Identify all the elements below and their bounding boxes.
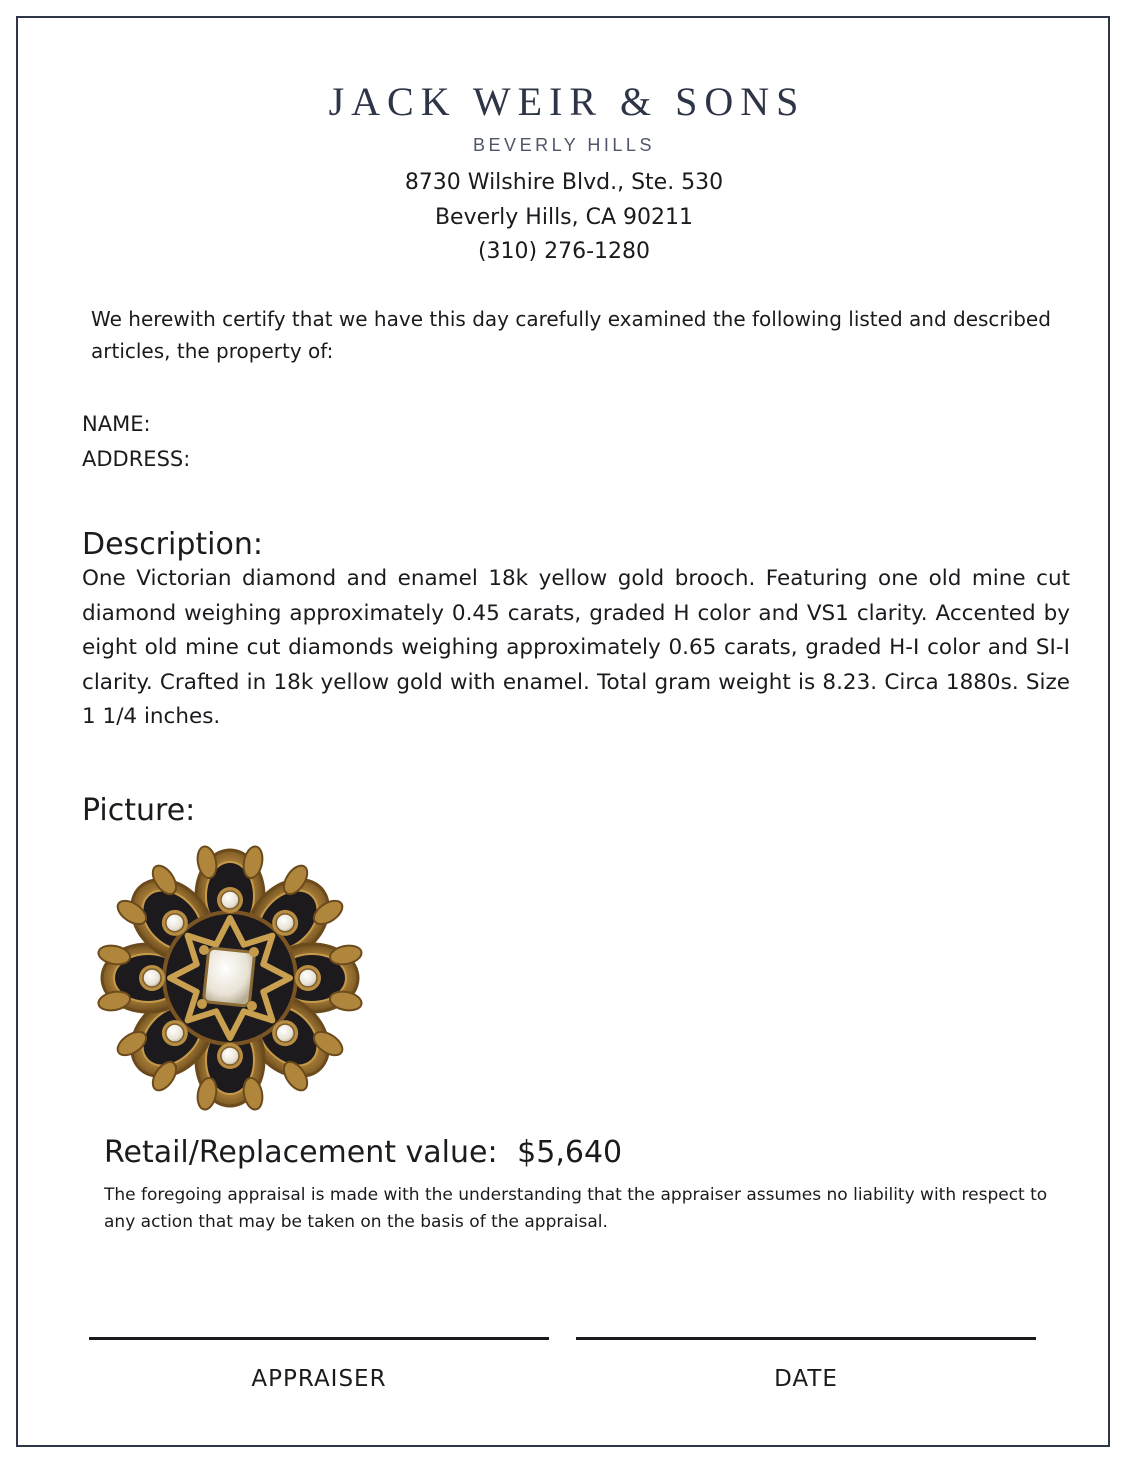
description-heading: Description: — [82, 527, 263, 562]
date-signature-line — [576, 1337, 1036, 1340]
accent-diamond — [221, 891, 239, 909]
appraiser-label: APPRAISER — [251, 1366, 387, 1392]
address-label: ADDRESS: — [82, 447, 191, 471]
owner-fields — [82, 407, 190, 477]
brooch-illustration — [90, 838, 370, 1118]
accent-diamond — [299, 969, 317, 987]
name-label: NAME: — [82, 412, 151, 436]
value-amount: $5,640 — [517, 1135, 623, 1170]
accent-diamond — [276, 1024, 294, 1042]
accent-diamond — [166, 914, 184, 932]
liability-disclaimer: The foregoing appraisal is made with the understanding that the appraiser assumes no liability with respect to any action that may be taken on the basis of the appraisal. — [104, 1185, 1048, 1232]
appraiser-signature-line — [89, 1337, 549, 1340]
phone-number: (310) 276-1280 — [477, 239, 651, 264]
certification-statement: We herewith certify that we have this day carefully examined the following listed and described articles, the property of: — [91, 307, 1051, 363]
letterhead — [0, 80, 1128, 270]
company-location: BEVERLY HILLS — [473, 135, 655, 155]
accent-diamond — [143, 969, 161, 987]
brooch-photo — [90, 838, 370, 1118]
valuation — [104, 1133, 622, 1173]
description-text: One Victorian diamond and enamel 18k yellow gold brooch. Featuring one old mine cut diamond weighing approximately 0.45 carats, graded H color and VS1 clarity. Accented by eight old mine cut diamonds weighing approximately 0.65 carats, graded H-I color and SI-I clarity. Crafted in 18k yellow gold with enamel. Total gram weight is 8.23. Circa 1880s. Size 1 1/4 inches. — [82, 566, 1070, 729]
accent-diamond — [221, 1047, 239, 1065]
value-label: Retail/Replacement value: — [104, 1135, 498, 1170]
date-label: DATE — [774, 1366, 838, 1392]
street-address: 8730 Wilshire Blvd., Ste. 530 — [404, 170, 724, 195]
company-name: JACK WEIR & SONS — [328, 79, 806, 124]
picture-heading: Picture: — [82, 793, 196, 828]
center-diamond — [203, 948, 254, 1007]
accent-diamond — [276, 914, 294, 932]
accent-diamond — [166, 1024, 184, 1042]
city-address: Beverly Hills, CA 90211 — [434, 204, 694, 230]
company-address — [0, 166, 1128, 270]
